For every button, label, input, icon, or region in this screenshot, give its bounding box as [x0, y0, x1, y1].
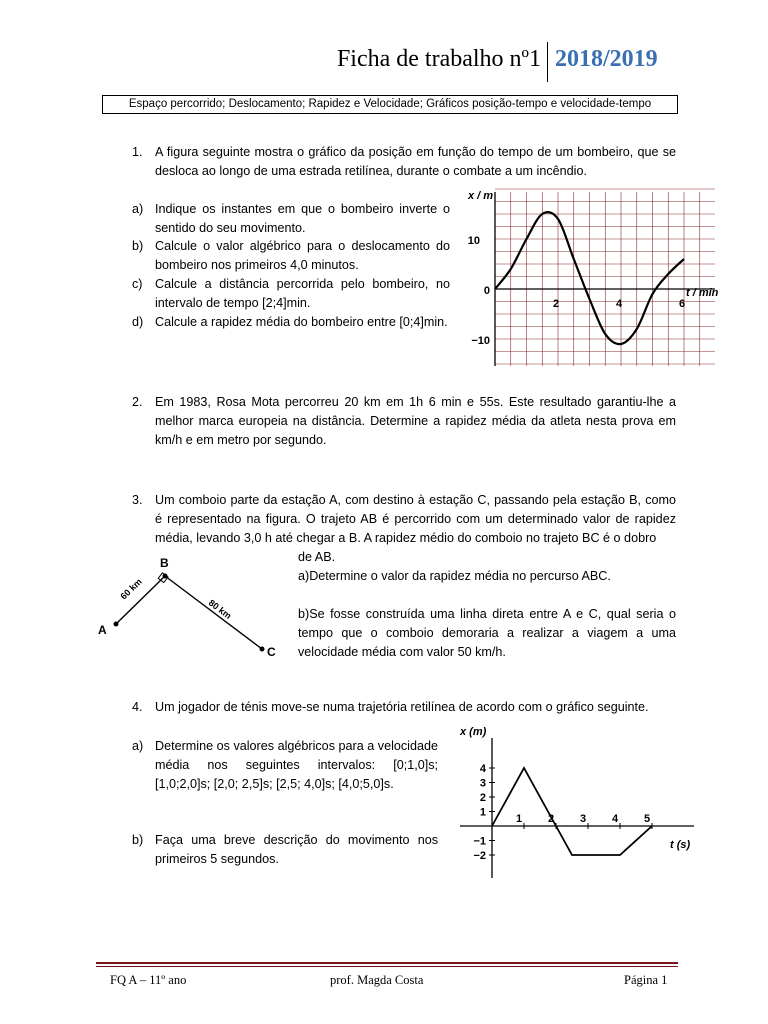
q3-number: 3.: [132, 493, 143, 507]
q1-xtick-6: 6: [678, 298, 686, 310]
q4a-label: a): [132, 739, 144, 753]
q1-xtick-4: 4: [615, 298, 623, 310]
q4-y-axis-label: x (m): [460, 726, 487, 738]
q1-position-time-graph: [460, 184, 722, 374]
q1a-label: a): [132, 202, 144, 216]
q1b-label: b): [132, 239, 144, 253]
q1-intro: A figura seguinte mostra o gráfico da posição em função do tempo de um bombeiro, que se desloca ao longo de uma estrada retilínea, durante o combate a um incêndio.: [155, 145, 676, 178]
q1-ytick-minus10: −10: [471, 335, 490, 347]
distance-ab-label: 60 km: [118, 576, 144, 602]
footer-rule-thin: [96, 966, 678, 967]
q2-number: 2.: [132, 395, 143, 409]
header-separator: [547, 42, 548, 82]
q4-ytick-minus2: −2: [473, 850, 486, 862]
q4-xtick-3: 3: [579, 813, 587, 825]
q1-x-axis-label: t / min: [686, 287, 719, 299]
q3b-text: b)Se fosse construída uma linha direta entre A e C, qual seria o tempo que o comboio demoraria a realizar a viagem a uma velocidade média com valor 50 km/h.: [298, 607, 676, 659]
q3-intro-cont: de AB.: [298, 550, 336, 564]
q1-number: 1.: [132, 145, 143, 159]
school-year: 2018/2019: [555, 46, 658, 72]
q1c-text: Calcule a distância percorrida pelo bombeiro, no intervalo de tempo [2;4]min.: [155, 277, 450, 310]
q1d-label: d): [132, 315, 144, 329]
footer-rule-thick: [96, 962, 678, 964]
worksheet-title: Ficha de trabalho nº1: [336, 46, 541, 72]
distance-bc-label: 80 km: [206, 597, 234, 621]
q4-xtick-4: 4: [611, 813, 619, 825]
q4-x-axis-label: t (s): [670, 839, 691, 851]
q2-text: Em 1983, Rosa Mota percorreu 20 km em 1h 6 min e 55s. Este resultado garantiu-lhe a melhor marca europeia na distância. Determine a rapidez média da atleta nesta prova em km/h e em metro por segundo.: [155, 395, 676, 447]
footer-course: FQ A – 11º ano: [110, 973, 187, 987]
q4-intro: Um jogador de ténis move-se numa trajetória retilínea de acordo com o gráfico seguinte.: [155, 700, 649, 714]
station-b-dot: [163, 574, 168, 579]
station-c-label: C: [267, 645, 276, 659]
q4-ytick-minus1: −1: [473, 835, 486, 848]
q4-ytick-4: 4: [479, 763, 486, 775]
q3-route-figure: [90, 552, 290, 664]
q4-position-time-graph: [452, 720, 702, 880]
q1b-text: Calcule o valor algébrico para o deslocamento do bombeiro nos primeiros 4,0 minutos.: [155, 239, 450, 272]
station-b-label: B: [160, 556, 169, 570]
q1-ytick-10: 10: [467, 235, 480, 247]
q1a-text: Indique os instantes em que o bombeiro inverte o sentido do seu movimento.: [155, 202, 450, 235]
q1d-text: Calcule a rapidez média do bombeiro entre [0;4]min.: [155, 315, 448, 329]
route-bc: [165, 576, 262, 649]
station-a-dot: [114, 622, 119, 627]
q1c-label: c): [132, 277, 143, 291]
station-c-dot: [260, 647, 265, 652]
footer-teacher: prof. Magda Costa: [330, 973, 424, 987]
footer-page: Página 1: [624, 973, 668, 987]
q4-ytick-2: 2: [479, 792, 486, 804]
q4-ytick-1: 1: [479, 806, 486, 819]
q4a-text: Determine os valores algébricos para a velocidade média nos seguintes intervalos: [0;1,0]s; [1,0;2,0]s; [2,0; 2,5]s; [2,5; 4,0]s; [4,0;5,0]s.: [155, 739, 438, 791]
q1-ytick-0: 0: [483, 285, 490, 297]
q4-ticks: [489, 768, 652, 855]
q4b-label: b): [132, 833, 144, 847]
q1-grid: [495, 189, 715, 366]
q4b-text: Faça uma breve descrição do movimento nos primeiros 5 segundos.: [155, 833, 438, 866]
q3-intro: Um comboio parte da estação A, com destino à estação C, passando pela estação B, como é representado na figura. O trajeto AB é percorrido com um determinado valor de rapidez média, levando 3,0 h até chegar a B. A rapidez médio do comboio no trajeto BC é o dobro: [155, 493, 676, 545]
topics-box: Espaço percorrido; Deslocamento; Rapidez e Velocidade; Gráficos posição-tempo e velocidade-tempo: [102, 95, 678, 114]
q3a-text: a)Determine o valor da rapidez média no percurso ABC.: [298, 569, 611, 583]
q4-position-curve: [492, 768, 652, 855]
station-a-label: A: [98, 623, 107, 637]
q4-number: 4.: [132, 700, 143, 714]
q1-xtick-2: 2: [552, 298, 560, 310]
q4-xtick-5: 5: [643, 813, 651, 825]
q4-xtick-2: 2: [547, 813, 555, 825]
q1-y-axis-label: x / m: [468, 190, 494, 202]
q4-xtick-1: 1: [515, 813, 523, 825]
q4-ytick-3: 3: [479, 777, 486, 790]
